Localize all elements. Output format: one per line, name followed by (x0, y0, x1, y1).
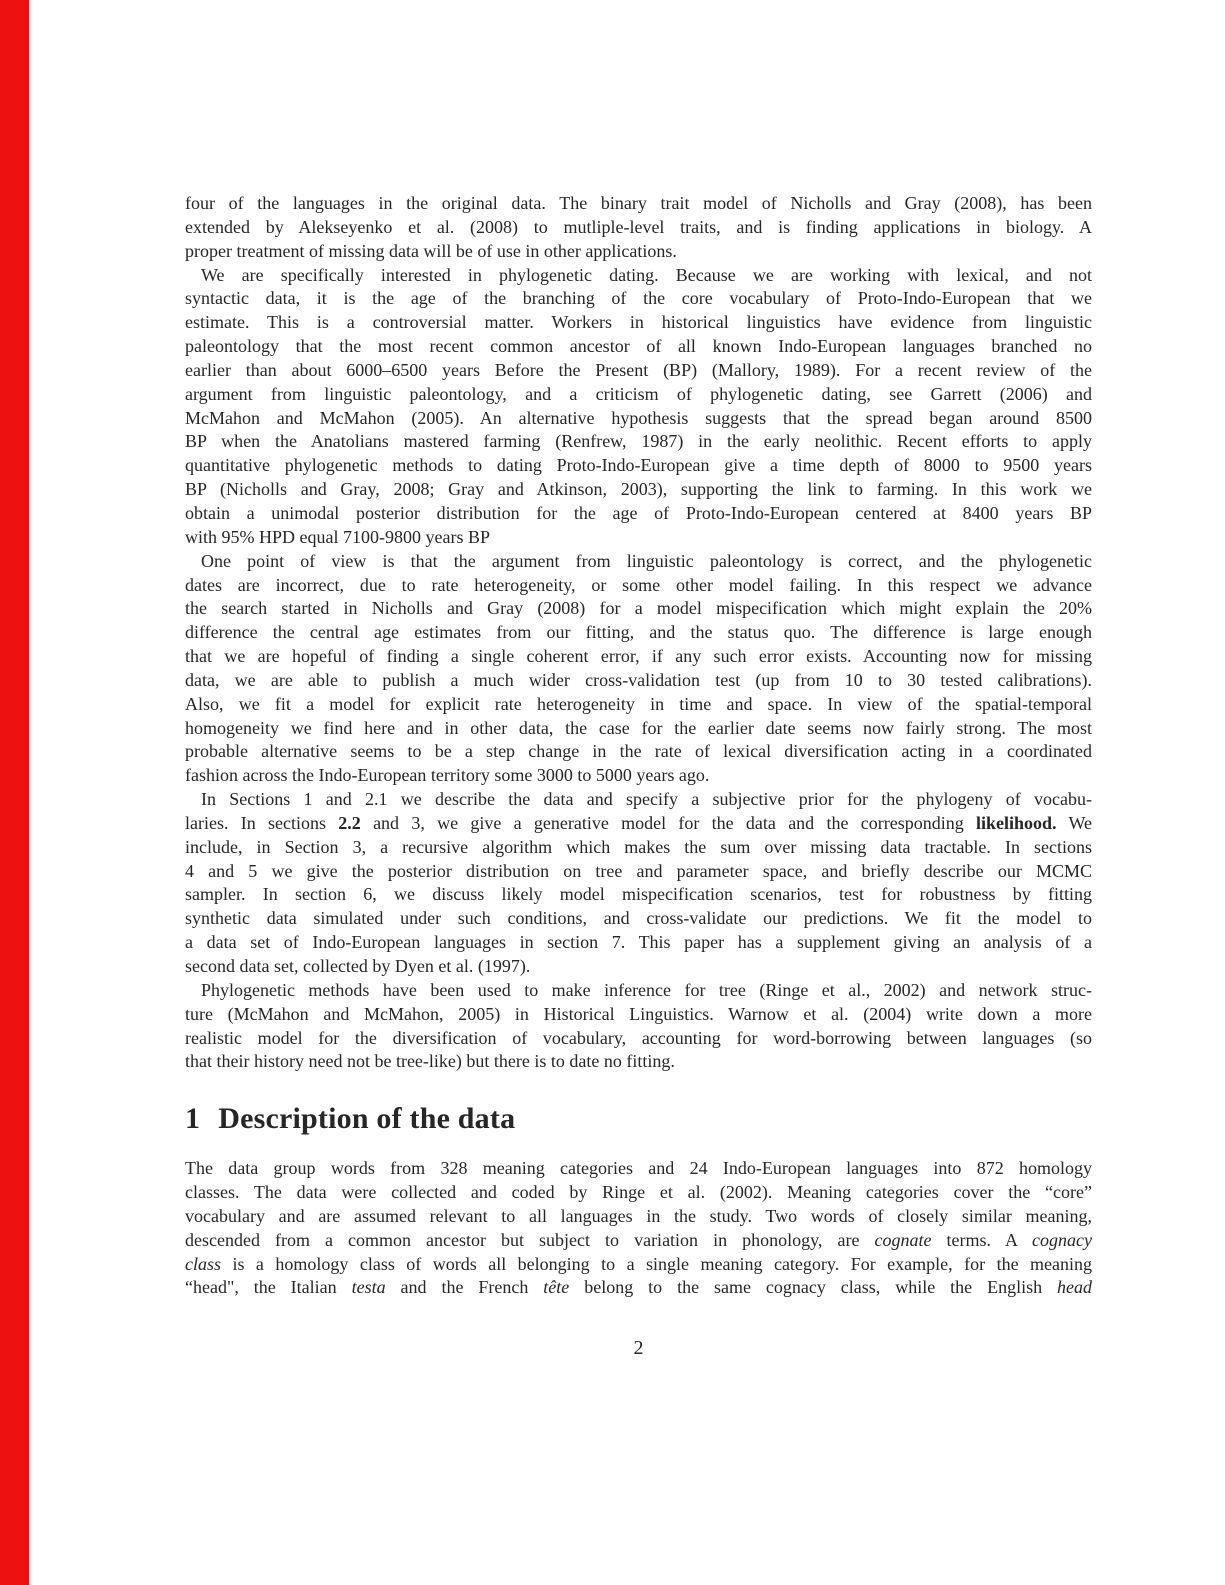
text-line: earlier than about 6000–6500 years Before the Present (BP) (Mallory, 1989). For a recent review of the (185, 359, 1092, 380)
text-line: dates are incorrect, due to rate heterogeneity, or some other model failing. In this respect we advance (185, 574, 1092, 595)
section-number: 1 (185, 1102, 201, 1136)
section-title: Description of the data (218, 1102, 516, 1136)
text-line: ture (McMahon and McMahon, 2005) in Historical Linguistics. Warnow et al. (2004) write down a more (185, 1003, 1092, 1024)
page-number: 2 (633, 1337, 644, 1360)
text-line: paleontology that the most recent common ancestor of all known Indo-European languages branched no (185, 336, 1092, 357)
text-line: In Sections 1 and 2.1 we describe the data and specify a subjective prior for the phylogeny of vocabu- (201, 789, 1092, 810)
text-line: proper treatment of missing data will be of use in other applications. (185, 240, 677, 261)
text-line: syntactic data, it is the age of the branching of the core vocabulary of Proto-Indo-European that we (185, 288, 1092, 309)
text-line: One point of view is that the argument from linguistic paleontology is correct, and the phylogenetic (201, 550, 1092, 571)
text-line: laries. In sections 2.2 and 3, we give a generative model for the data and the corresponding likelihood. We (185, 812, 1092, 833)
text-line: “head", the Italian testa and the French tête belong to the same cognacy class, while the English head (185, 1277, 1092, 1298)
text-line: The data group words from 328 meaning categories and 24 Indo-European languages into 872 homology (185, 1158, 1092, 1179)
text-line: that their history need not be tree-like) but there is to date no fitting. (185, 1051, 675, 1072)
text-line: four of the languages in the original data. The binary trait model of Nicholls and Gray (2008), has been (185, 193, 1092, 213)
section-heading (185, 1102, 1092, 1136)
text-line: BP when the Anatolians mastered farming (Renfrew, 1987) in the early neolithic. Recent efforts to apply (185, 431, 1092, 452)
page-text-block (185, 192, 1092, 1360)
text-line: probable alternative seems to be a step change in the rate of lexical diversification acting in a coordinated (185, 741, 1092, 762)
text-line: that we are hopeful of finding a single coherent error, if any such error exists. Accounting now for missing (185, 646, 1092, 667)
text-line: 4 and 5 we give the posterior distribution on tree and parameter space, and briefly describe our MCMC (185, 860, 1092, 881)
text-line: McMahon and McMahon (2005). An alternative hypothesis suggests that the spread began around 8500 (185, 407, 1092, 428)
text-line: BP (Nicholls and Gray, 2008; Gray and Atkinson, 2003), supporting the link to farming. In this work we (185, 479, 1092, 500)
text-line: sampler. In section 6, we discuss likely model mispecification scenarios, test for robustness by fitting (185, 884, 1092, 905)
text-line: difference the central age estimates from our fitting, and the status quo. The difference is large enough (185, 622, 1092, 643)
text-line: obtain a unimodal posterior distribution for the age of Proto-Indo-European centered at 8400 years BP (185, 502, 1092, 523)
paragraphs-after-heading (185, 1157, 1092, 1300)
red-margin-bar (0, 0, 29, 1585)
text-line: We are specifically interested in phylogenetic dating. Because we are working with lexical, and not (201, 264, 1092, 285)
text-line: classes. The data were collected and coded by Ringe et al. (2002). Meaning categories cover the “core” (185, 1182, 1092, 1203)
text-line: a data set of Indo-European languages in section 7. This paper has a supplement giving an analysis of a (185, 932, 1092, 953)
text-line: Phylogenetic methods have been used to make inference for tree (Ringe et al., 2002) and network struc- (201, 979, 1092, 1000)
text-line: estimate. This is a controversial matter. Workers in historical linguistics have evidence from linguistic (185, 312, 1092, 333)
text-line: homogeneity we find here and in other data, the case for the earlier date seems now fairly strong. The most (185, 717, 1092, 738)
text-line: vocabulary and are assumed relevant to all languages in the study. Two words of closely similar meaning, (185, 1205, 1092, 1226)
text-line: descended from a common ancestor but subject to variation in phonology, are cognate terms. A cognacy (185, 1229, 1092, 1250)
text-line: realistic model for the diversification of vocabulary, accounting for word-borrowing between languages (so (185, 1027, 1092, 1048)
text-line: Also, we fit a model for explicit rate heterogeneity in time and space. In view of the spatial-temporal (185, 693, 1092, 714)
text-line: argument from linguistic paleontology, and a criticism of phylogenetic dating, see Garrett (2006) and (185, 383, 1092, 404)
text-line: synthetic data simulated under such conditions, and cross-validate our predictions. We fit the model to (185, 908, 1092, 929)
text-line: quantitative phylogenetic methods to dating Proto-Indo-European give a time depth of 8000 to 9500 years (185, 455, 1092, 476)
text-line: data, we are able to publish a much wider cross-validation test (up from 10 to 30 tested calibrations). (185, 669, 1092, 690)
text-line: with 95% HPD equal 7100-9800 years BP (185, 526, 490, 547)
text-line: include, in Section 3, a recursive algorithm which makes the sum over missing data tractable. In sections (185, 836, 1092, 857)
text-line: extended by Alekseyenko et al. (2008) to mutliple-level traits, and is finding applications in biology. A (185, 216, 1092, 237)
text-line: fashion across the Indo-European territory some 3000 to 5000 years ago. (185, 765, 710, 786)
text-line: second data set, collected by Dyen et al. (1997). (185, 956, 531, 976)
text-line: class is a homology class of words all belonging to a single meaning category. For example, for the meaning (185, 1253, 1092, 1274)
text-line: the search started in Nicholls and Gray (2008) for a model mispecification which might explain the 20% (185, 598, 1092, 619)
paragraphs-before-heading (185, 192, 1092, 1074)
